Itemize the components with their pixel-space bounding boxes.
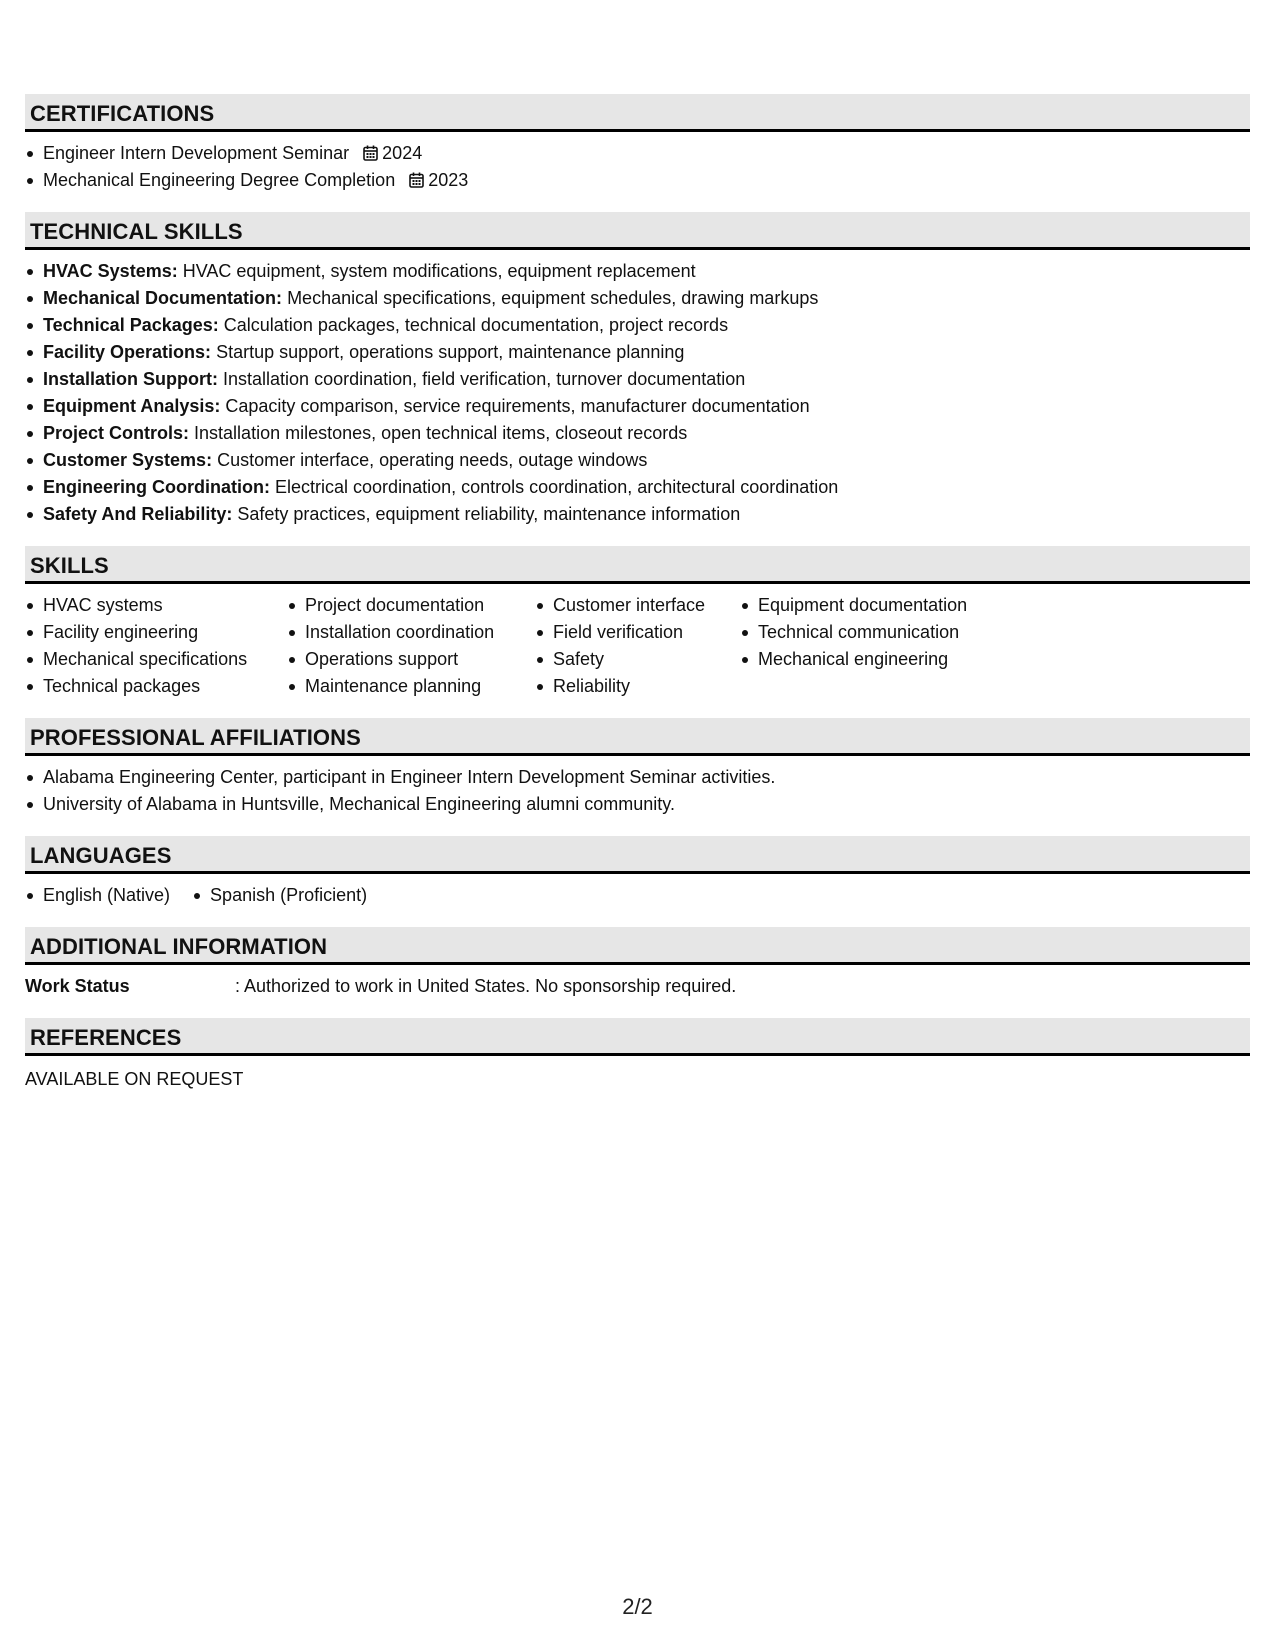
calendar-icon — [409, 169, 424, 196]
list-item — [25, 501, 1250, 528]
skill-text: HVAC equipment, system modifications, equipment replacement — [182, 261, 696, 281]
technical-skills-heading: TECHNICAL SKILLS — [25, 212, 1250, 250]
list-item: Field verification — [535, 619, 740, 646]
certification-year: 2023 — [428, 170, 469, 190]
list-item: Safety — [535, 646, 740, 673]
list-item: Project documentation — [287, 592, 535, 619]
list-item — [25, 474, 1250, 501]
skills-heading: SKILLS — [25, 546, 1250, 584]
list-item — [25, 393, 1250, 420]
skill-label: Project Controls: — [43, 423, 190, 443]
skill-text: Mechanical specifications, equipment schedules, drawing markups — [287, 288, 819, 308]
list-item: Facility engineering — [25, 619, 287, 646]
languages-heading: LANGUAGES — [25, 836, 1250, 874]
skill-text: Installation milestones, open technical items, closeout records — [194, 423, 688, 443]
skill-text: Installation coordination, field verification, turnover documentation — [223, 369, 746, 389]
list-item — [25, 258, 1250, 285]
list-item: University of Alabama in Huntsville, Mechanical Engineering alumni community. — [25, 791, 1250, 818]
references-heading: REFERENCES — [25, 1018, 1250, 1056]
skill-label: Technical Packages: — [43, 315, 219, 335]
languages-list — [25, 882, 1250, 909]
list-item — [25, 366, 1250, 393]
technical-skills-list — [25, 258, 1250, 528]
skill-text: Electrical coordination, controls coordination, architectural coordination — [275, 477, 839, 497]
skill-text: Startup support, operations support, maintenance planning — [216, 342, 685, 362]
additional-info-section — [25, 927, 1250, 1000]
list-item: Maintenance planning — [287, 673, 535, 700]
technical-skills-section — [25, 212, 1250, 528]
list-item: Mechanical specifications — [25, 646, 287, 673]
list-item: Alabama Engineering Center, participant in Engineer Intern Development Seminar activities. — [25, 764, 1250, 791]
affiliations-list — [25, 764, 1250, 818]
list-item: HVAC systems — [25, 592, 287, 619]
list-item: Equipment documentation — [740, 592, 1040, 619]
list-item — [25, 140, 1250, 167]
list-item: Technical communication — [740, 619, 1040, 646]
skills-column-3 — [535, 592, 740, 700]
skill-text: Safety practices, equipment reliability, maintenance information — [237, 504, 741, 524]
list-item — [25, 312, 1250, 339]
calendar-icon — [363, 142, 378, 169]
skills-column-1 — [25, 592, 287, 700]
skill-text: Capacity comparison, service requirements, manufacturer documentation — [225, 396, 810, 416]
list-item: Reliability — [535, 673, 740, 700]
affiliations-section — [25, 718, 1250, 818]
skill-text: Customer interface, operating needs, outage windows — [217, 450, 648, 470]
certification-name: Mechanical Engineering Degree Completion — [43, 170, 396, 190]
skill-label: Safety And Reliability: — [43, 504, 233, 524]
list-item: Mechanical engineering — [740, 646, 1040, 673]
page-number: 2/2 — [622, 1594, 653, 1619]
list-item: Spanish (Proficient) — [192, 882, 367, 909]
list-item — [25, 339, 1250, 366]
list-item — [25, 420, 1250, 447]
resume-page — [25, 94, 1250, 1111]
work-status-row — [25, 973, 1250, 1000]
work-status-value: : Authorized to work in United States. No sponsorship required. — [235, 976, 737, 996]
certification-name: Engineer Intern Development Seminar — [43, 143, 350, 163]
skills-column-4 — [740, 592, 1040, 700]
list-item: English (Native) — [25, 882, 170, 909]
skill-label: Installation Support: — [43, 369, 218, 389]
list-item — [25, 285, 1250, 312]
skill-label: HVAC Systems: — [43, 261, 178, 281]
list-item: Customer interface — [535, 592, 740, 619]
list-item — [25, 167, 1250, 194]
certifications-list — [25, 140, 1250, 194]
skill-label: Facility Operations: — [43, 342, 212, 362]
certifications-section — [25, 94, 1250, 194]
references-text: AVAILABLE ON REQUEST — [25, 1069, 244, 1089]
list-item — [25, 447, 1250, 474]
list-item: Installation coordination — [287, 619, 535, 646]
skills-section — [25, 546, 1250, 700]
skill-label: Equipment Analysis: — [43, 396, 221, 416]
affiliations-heading: PROFESSIONAL AFFILIATIONS — [25, 718, 1250, 756]
certification-year: 2024 — [382, 143, 423, 163]
skills-column-2 — [287, 592, 535, 700]
certifications-heading: CERTIFICATIONS — [25, 94, 1250, 132]
skill-text: Calculation packages, technical documentation, project records — [223, 315, 729, 335]
skills-columns — [25, 592, 1250, 700]
skill-label: Engineering Coordination: — [43, 477, 270, 497]
additional-info-heading: ADDITIONAL INFORMATION — [25, 927, 1250, 965]
list-item: Technical packages — [25, 673, 287, 700]
references-section — [25, 1018, 1250, 1093]
skill-label: Customer Systems: — [43, 450, 213, 470]
skill-label: Mechanical Documentation: — [43, 288, 283, 308]
list-item: Operations support — [287, 646, 535, 673]
languages-section — [25, 836, 1250, 909]
work-status-label: Work Status — [25, 976, 130, 996]
